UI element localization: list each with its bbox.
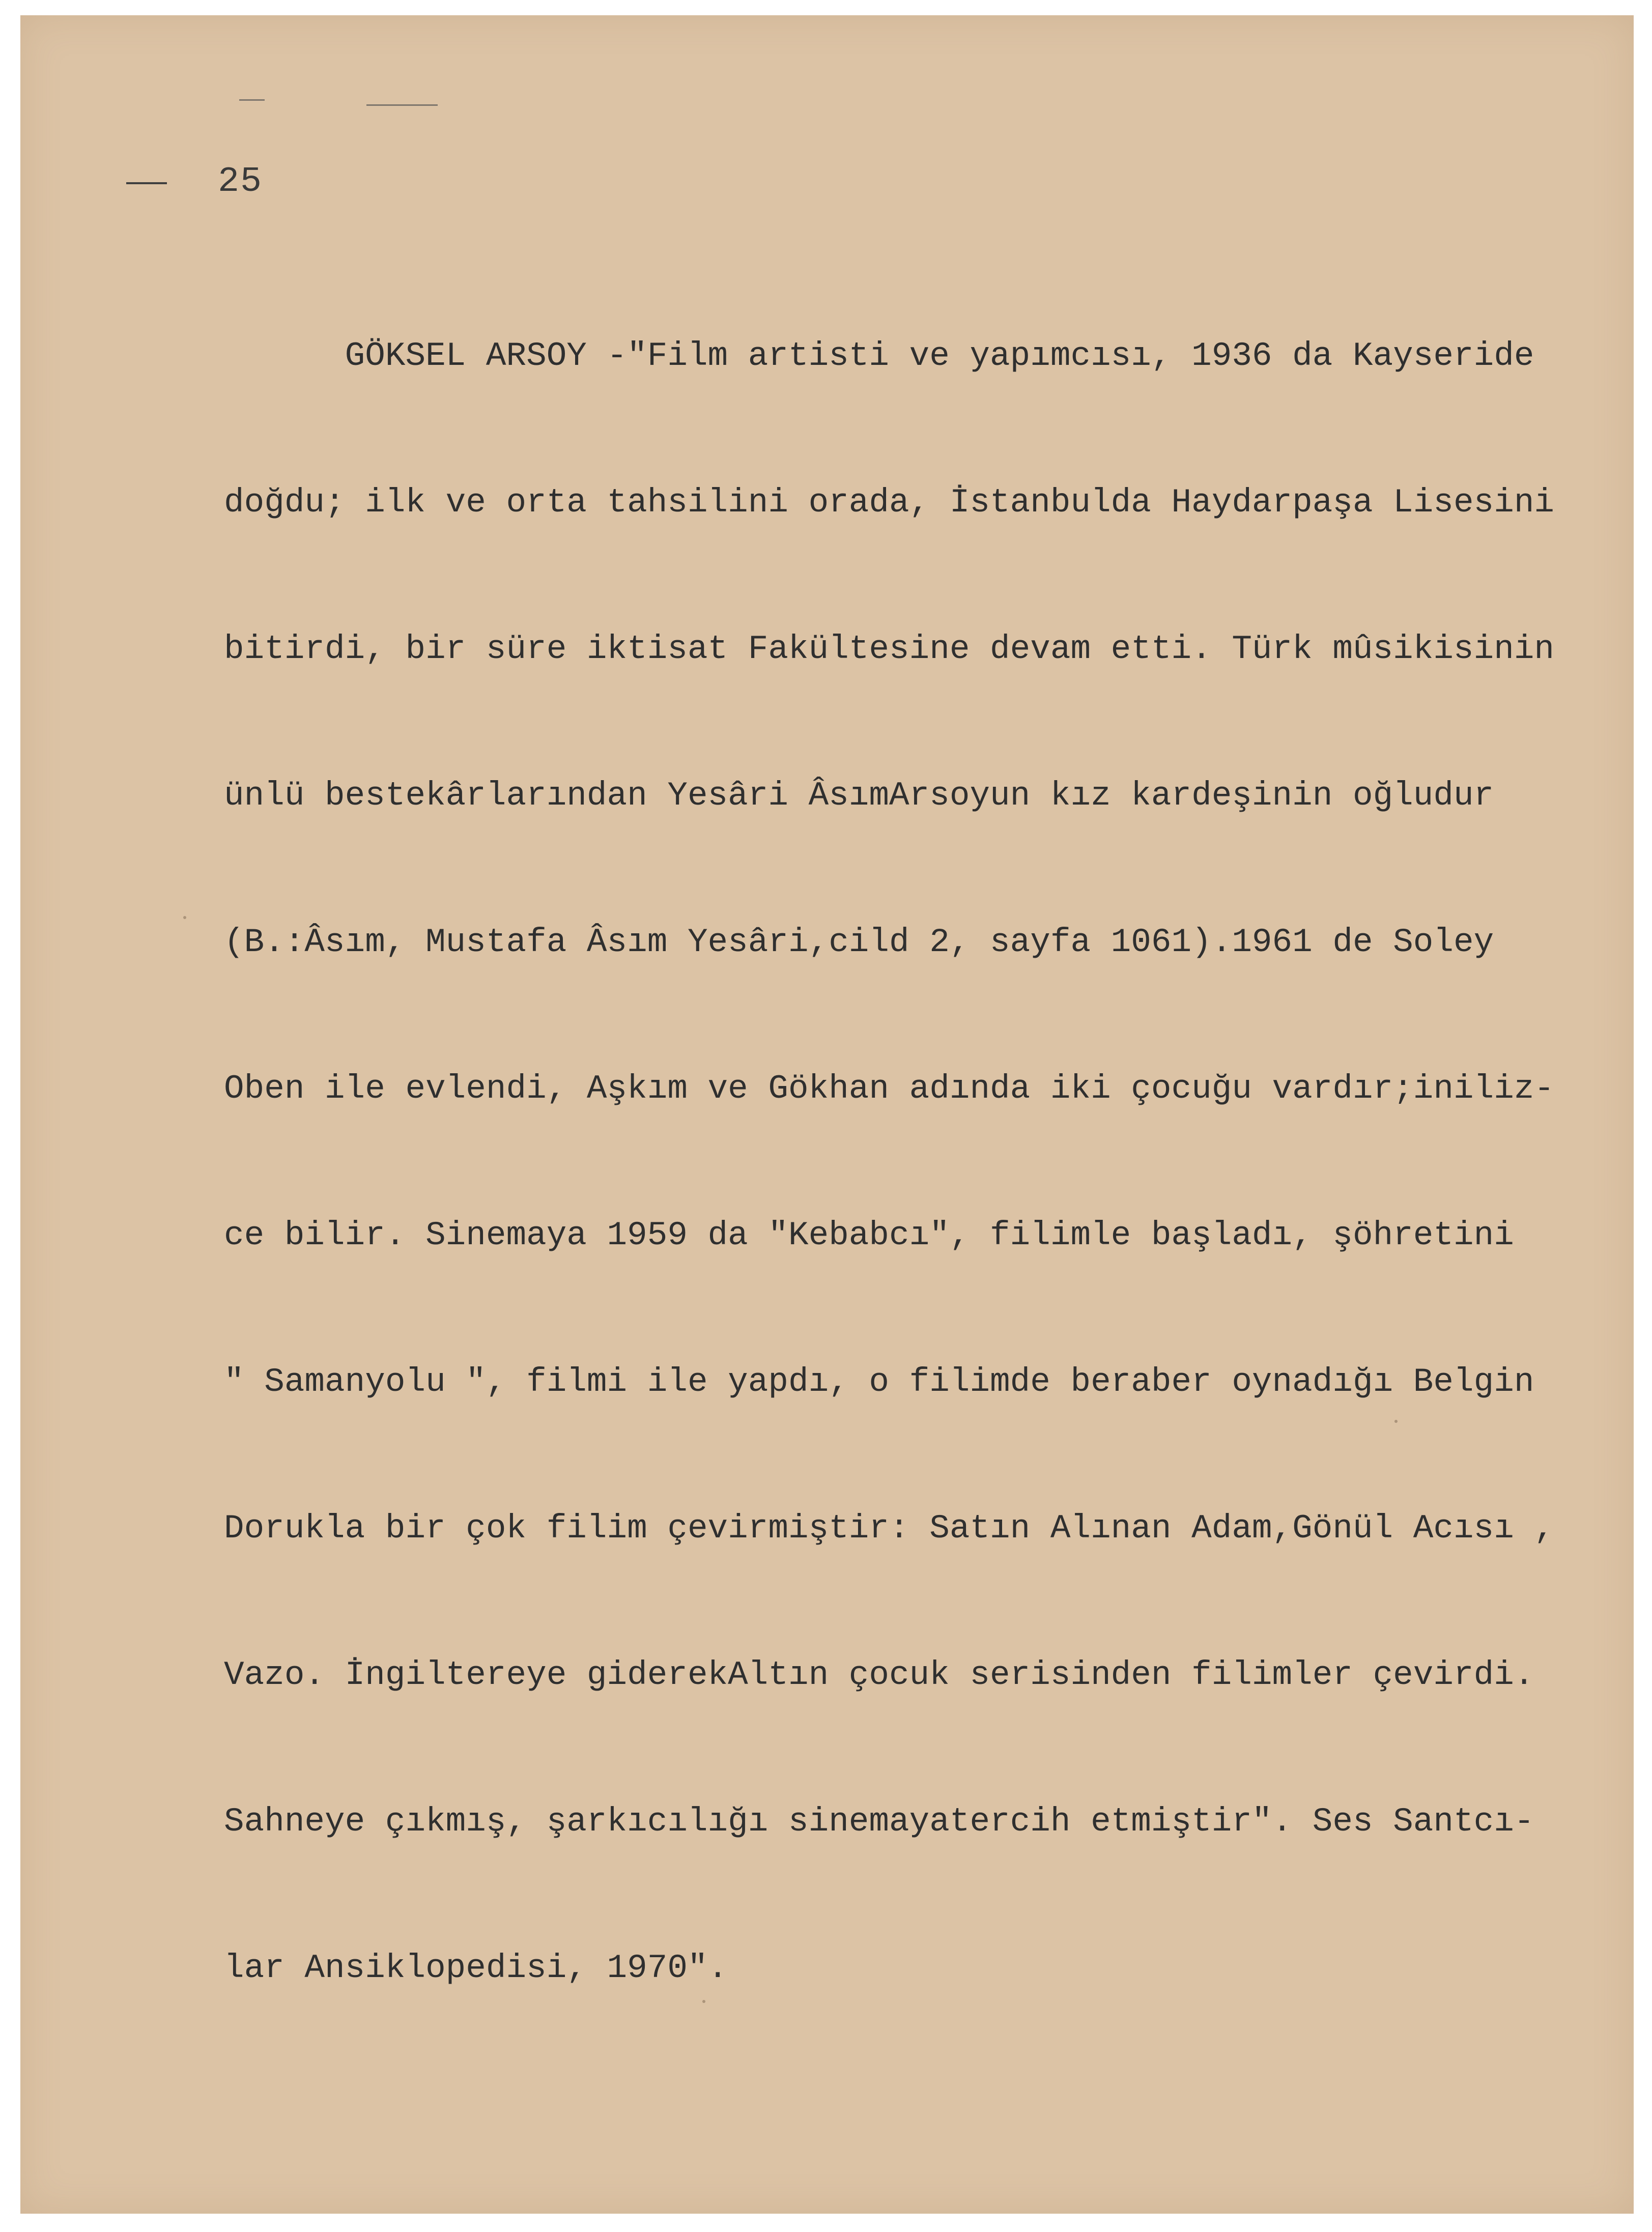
text-line: ünlü bestekârlarından Yesâri ÂsımArsoyun kız kardeşinin oğludur — [224, 777, 1494, 815]
paper-speck — [1394, 1420, 1398, 1423]
text-line: Sahneye çıkmış, şarkıcılığı sinemayatercih etmiştir". Ses Santcı- — [224, 1802, 1534, 1841]
typed-paragraph — [224, 234, 1593, 2091]
top-pencil-mark — [366, 104, 438, 106]
text-line: ce bilir. Sinemaya 1959 da "Kebabcı", filimle başladı, şöhretini — [224, 1216, 1514, 1254]
text-line: Dorukla bir çok filim çevirmiştir: Satın Alınan Adam,Gönül Acısı , — [224, 1509, 1555, 1548]
text-line: doğdu; ilk ve orta tahsilini orada, İstanbulda Haydarpaşa Lisesini — [224, 483, 1555, 522]
top-pencil-mark — [239, 99, 265, 101]
page-number: 25 — [218, 162, 263, 202]
text-line: bitirdi, bir süre iktisat Fakültesine devam etti. Türk mûsikisinin — [224, 630, 1555, 668]
text-line: Oben ile evlendi, Aşkım ve Gökhan adında iki çocuğu vardır;iniliz- — [224, 1070, 1555, 1108]
text-line: (B.:Âsım, Mustafa Âsım Yesâri,cild 2, sayfa 1061).1961 de Soley — [224, 923, 1494, 961]
text-line: Vazo. İngiltereye giderekAltın çocuk serisinden filimler çevirdi. — [224, 1656, 1534, 1694]
text-line: lar Ansiklopedisi, 1970". — [224, 1949, 728, 1987]
margin-dash-mark — [126, 182, 167, 184]
text-line: " Samanyolu ", filmi ile yapdı, o filimde beraber oynadığı Belgin — [224, 1363, 1534, 1401]
paper-speck — [183, 916, 186, 919]
paper-speck — [702, 2000, 705, 2003]
text-line: GÖKSEL ARSOY -"Film artisti ve yapımcısı, 1936 da Kayseride — [224, 337, 1534, 375]
